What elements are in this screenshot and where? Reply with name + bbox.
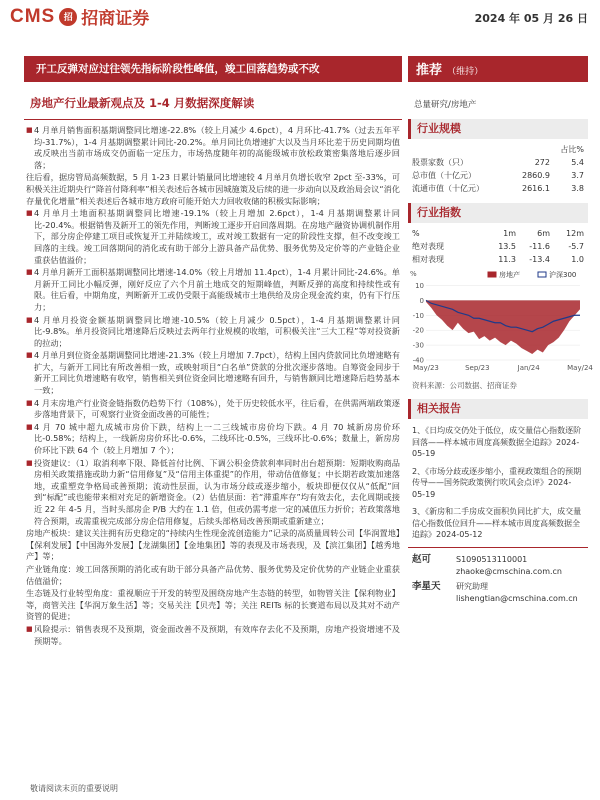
y-tick-label: -30 (412, 341, 424, 350)
y-tick-label: -40 (412, 356, 424, 365)
main-body (24, 119, 402, 774)
index-row (408, 253, 588, 266)
industry-scale-row (408, 156, 588, 169)
industry-index-heading: 行业指数 (408, 203, 588, 223)
scale-pct: 3.8 (571, 184, 584, 193)
body-paragraph: ■ 4 月单月新开工面积基期调整同比增速-14.0%（较上月增加 11.4pct），1-4 月累计同比-24.6%。单月新开工同比小幅反弹，刚好反应了六个月前土地成交的短期峰值，判断反弹的高度和持续性或有限。往后看，中期角度，判断新开工或仍受限于高能级城市土地供给及房企现金流约束，仍有下行压力； (26, 267, 400, 313)
analyst-id: S1090513110001 (456, 554, 528, 564)
index-col-header: 12m (566, 229, 584, 238)
recommendation-banner (408, 56, 588, 82)
index-row (408, 240, 588, 253)
footer-disclaimer: 敬请阅读末页的重要说明 (30, 784, 118, 793)
x-tick-label: May/23 (413, 364, 439, 372)
body-paragraph: ■ 4 月单月土地面积基期调整同比增速-19.1%（较上月增加 2.6pct），1-4 月基期调整累计同比-20.4%。根据销售及新开工的领先作用，判断竣工逐步开启回落周期。在房地产融资协调机制作用下，部分房企停建工项目或恢复开工并陆续竣工，或对竣工数据有一定的阶段性支撑，但不改变竣工回落的主线。竣工回落期间的消化或有助于部分上游具备产品优势、服务优势及定价等的产业链企业重获估值溢价； (26, 208, 400, 266)
logo-seal-icon: 招 (59, 8, 77, 26)
chart-source: 资料来源：公司数据、招商证券 (412, 381, 517, 390)
body-paragraph: ■ 4 月 70 城中超九成城市房价下跌，结构上一二三线城市房价均下跌。4 月 70 城新房房价环比-0.58%；结构上，一线新房房价环比-0.6%，二线环比-0.5%，三线环比-0.6%；数量上，新房房价环比下跌 64 个（较上月增加 7 个）； (26, 422, 400, 457)
y-tick-label: -20 (412, 326, 424, 335)
related-report-link[interactable]: 1、《日均成交仍处于低位，成交量信心指数逐阶回落——样本城市周度高频数据全追踪》2024-05-19 (412, 426, 582, 458)
body-paragraph: 生态链及行业转型角度：重视顺应于开发的转型及围绕房地产生态链的转型，如物管关注【保利物业】等，商管关注【华润万象生活】等；交易关注【贝壳】等；关注 REITs 标的长赛道布局以及其对不动产资管的促进； (26, 588, 400, 622)
body-paragraph: 往后看，据房管局高频数据，5 月 1-23 日累计销量同比增速较 4 月单月负增长收窄 2pct 至-33%，可积极关注近期央行“降首付降利率”相关表述后各城市因城施策及后续的进一步动向以及政治局会议“消化存量优化增量”相关表述后各城市地方政府可能开始大力回收收储的积极实际影响； (26, 172, 400, 206)
analyst-email[interactable]: zhaoke@cmschina.com.cn (456, 566, 562, 576)
legend-label: 房地产 (499, 271, 520, 279)
y-unit-label: % (410, 270, 417, 278)
body-paragraph: ■ 4 月末房地产行业资金链指数仍趋势下行（108%），处于历史较低水平，往后看，在供需两端政策逐步落地背景下，可观察行业资金面改善的可能性； (26, 398, 400, 421)
index-label: 绝对表现 (412, 242, 444, 251)
index-col-header: 6m (537, 229, 550, 238)
scale-pct-header: 占比% (560, 145, 584, 154)
chart-svg (408, 268, 593, 378)
index-value: -13.4 (529, 255, 550, 264)
scale-label: 流通市值（十亿元） (412, 184, 484, 193)
analyst-row (412, 554, 584, 566)
body-paragraph: 房地产板块：建议关注拥有历史稳定的“持续内生性现金流创造能力”记录的高质量周转公司【华润置地】【保利发展】【中国海外发展】【龙湖集团】【金地集团】等的表现及市场表现，及【滨江集团】【越秀地产】等； (26, 528, 400, 562)
y-tick-label: 0 (419, 296, 424, 305)
index-value: -5.7 (568, 242, 584, 251)
y-tick-label: -10 (412, 311, 424, 320)
body-paragraph: ■ 4 月单月投资金额基期调整同比增速-10.5%（较上月减少 0.5pct），1-4 月基期调整累计同比-9.8%。单月投资同比增速降后反映过去两年行业规模的收缩，可积极关注“三大工程”等对投资新的拉动； (26, 315, 400, 350)
logo-chinese: 招商证券 (81, 9, 150, 29)
scale-label: 股票家数（只） (412, 158, 468, 167)
analyst-name: 李星天 (412, 580, 441, 592)
legend-label: 沪深300 (549, 271, 577, 279)
scale-pct: 3.7 (571, 171, 584, 180)
analyst-name: 赵可 (412, 553, 432, 565)
report-title: 开工反弹对应过往领先指标阶段性峰值，竣工回落趋势或不改 (24, 56, 402, 82)
body-paragraph: 产业链角度：竣工回落预期的消化或有助于部分具备产品优势、服务优势及定价优势的产业链企业重获估值溢价； (26, 563, 400, 586)
body-paragraph: ■ 投资建议：（1）取消利率下限、降低首付比例、下调公积金贷款利率同时出台超预期：短期收购商品房相关政策措施或助力新“信用修复”及“信用主体重提”的作用，带动估值修复；中长期若政策加速落地，或重塑竞争格局或善预期；流动性层面，认为市场分歧或逐步缩小，板块即便仅仅从“低配”回到“标配”或也能带来相对充足的新增资金。（2）估值层面：若“滞重库存”均有效去化，去化周期或接近 22 年 4-5 月，当时头部房企 P/B 大约在 1.1 倍，但或仍需考虑一定的减值压力折价；若政策落地符合预期，或需重视完成部分房企信用修复，后续头部格局改善预期或重新建立； (26, 458, 400, 528)
x-tick-label: Sep/23 (465, 364, 490, 372)
scale-value: 272 (534, 158, 550, 167)
top-bar (0, 0, 600, 32)
index-value: 13.5 (498, 242, 516, 251)
related-reports-heading: 相关报告 (408, 399, 588, 419)
sidebar (408, 119, 593, 605)
y-tick-label: 10 (415, 281, 424, 290)
divider (408, 547, 588, 548)
analyst-row (412, 581, 584, 593)
index-value: 11.3 (498, 255, 516, 264)
index-value: -11.6 (529, 242, 550, 251)
recommendation-rating: （维持） (447, 67, 484, 77)
recommendation-label: 推荐 (416, 63, 443, 78)
analysts-block (408, 554, 588, 605)
report-subtitle: 房地产行业最新观点及 1-4 月数据深度解读 (30, 96, 255, 110)
scale-value: 2860.9 (522, 171, 550, 180)
industry-scale-row (408, 169, 588, 182)
related-report-link[interactable]: 3、《新房和二手房成交面积负同比扩大，成交量信心指数低位回升——样本城市周度高频数据全追踪》2024-05-12 (412, 507, 582, 539)
report-date: 2024 年 05 月 26 日 (474, 12, 588, 25)
industry-scale-header-row (408, 143, 588, 156)
index-performance-chart (408, 268, 593, 378)
x-tick-label: Jan/24 (517, 364, 540, 372)
company-logo (10, 4, 149, 29)
logo-latin: CMS (10, 5, 56, 27)
index-label: 相对表现 (412, 255, 444, 264)
industry-scale-table (408, 143, 588, 195)
body-paragraph: ■ 风险提示：销售表现不及预期，资金面改善不及预期，有效库存去化不及预期，房地产投资增速不及预期等。 (26, 624, 400, 647)
analyst-email[interactable]: lishengtian@cmschina.com.cn (456, 593, 578, 603)
industry-scale-row (408, 182, 588, 195)
legend-swatch (488, 272, 496, 277)
industry-index-table (408, 227, 588, 266)
index-header-row (408, 227, 588, 240)
industry-scale-heading: 行业规模 (408, 119, 588, 139)
index-value: 1.0 (571, 255, 584, 264)
related-report-link[interactable]: 2、《市场分歧或逐步缩小，重视政策组合的预期传导——国务院政策例行吹风会点评》2024-05-19 (412, 466, 582, 499)
body-paragraph: ■ 4 月单月到位资金基期调整同比增速-21.3%（较上月增加 7.7pct），结构上国内贷款同比负增速略有扩大，与新开工同比有所改善相一致，或映射项目“白名单”贷款的分批次逐步落地。自筹资金同步于新开工同比负增速略有收窄，销售相关到位资金同比增速略有回升，与销售额同比增速降后趋势基本一致； (26, 350, 400, 396)
legend-swatch (538, 272, 546, 277)
scale-pct: 5.4 (571, 158, 584, 167)
index-col-header: 1m (503, 229, 516, 238)
scale-value: 2616.1 (522, 184, 550, 193)
scale-label: 总市值（十亿元） (412, 171, 476, 180)
related-reports-list (408, 425, 588, 541)
index-col-header: % (412, 229, 420, 238)
report-category: 总量研究/房地产 (414, 100, 477, 110)
body-paragraph: ■ 4 月单月销售面积基期调整同比增速-22.8%（较上月减少 4.6pct），4 月环比-41.7%（过去五年平均-31.7%），1-4 月基期调整累计同比-20.2%。单月同比负增速扩大以及当月环比差于历史同期均值或反映出当前市场成交仍面临一定压力，市场热度随年初的高能级城市放松政策密集落地后逐步回落； (26, 125, 400, 171)
analyst-role: 研究助理 (456, 581, 488, 591)
x-tick-label: May/24 (567, 364, 593, 372)
